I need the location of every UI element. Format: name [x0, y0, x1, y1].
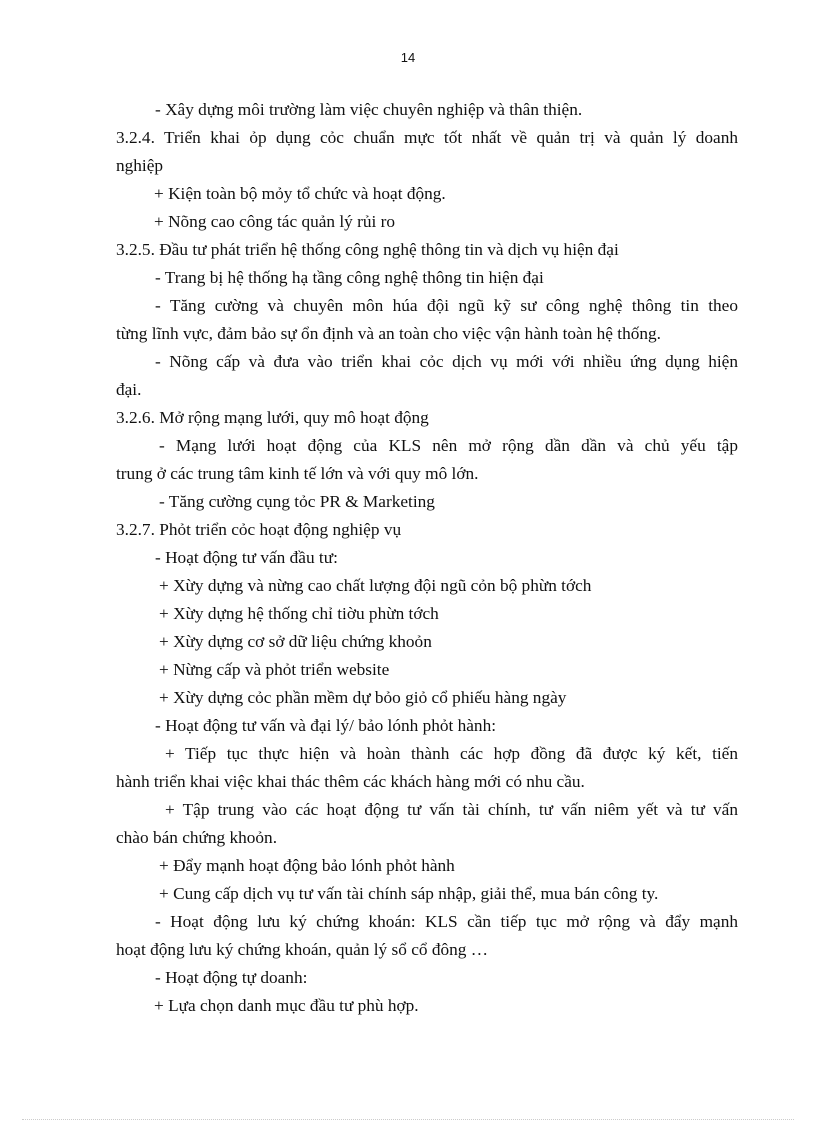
text-line: + Nừng cấp và phỏt triển website	[159, 660, 390, 679]
text-line: + Nõng cao công tác quản lý rủi ro	[154, 212, 396, 231]
section-heading: 3.2.6. Mở rộng mạng lưới, quy mô hoạt động	[116, 408, 429, 427]
section-heading: 3.2.7. Phỏt triển cỏc hoạt động nghiệp vụ	[116, 520, 402, 539]
text-line: - Trang bị hệ thống hạ tầng công nghệ thông tin hiện đại	[155, 268, 544, 287]
text-line: + Lựa chọn danh mục đầu tư phù hợp.	[154, 996, 419, 1015]
text-line: trung ở các trung tâm kinh tế lớn và với quy mô lớn.	[116, 464, 479, 483]
text-line: chào bán chứng khoỏn.	[116, 828, 278, 847]
text-line: + Xừy dựng hệ thống chỉ tiờu phừn tớch	[159, 604, 439, 623]
text-line: - Tăng cường cụng tỏc PR & Marketing	[159, 492, 435, 511]
text-line: từng lĩnh vực, đảm bảo sự ổn định và an toàn cho việc vận hành toàn hệ thống.	[116, 324, 661, 343]
text-line: hoạt động lưu ký chứng khoán, quản lý sổ cổ đông …	[116, 940, 488, 959]
text-line: + Xừy dựng cơ sở dữ liệu chứng khoỏn	[159, 632, 432, 651]
text-line: + Tập trung vào các hoạt động tư vấn tài chính, tư vấn niêm yết và tư vấn	[165, 800, 738, 819]
text-line: - Mạng lưới hoạt động của KLS nên mở rộng dần dần và chủ yếu tập	[159, 436, 738, 455]
text-line: + Đẩy mạnh hoạt động bảo lónh phỏt hành	[159, 856, 455, 875]
text-line: + Xừy dựng cỏc phần mềm dự bỏo giỏ cổ phiếu hàng ngày	[159, 688, 567, 707]
page-bottom-rule	[22, 1119, 794, 1120]
text-line: - Hoạt động tự doanh:	[155, 968, 308, 987]
text-line: - Hoạt động tư vấn đầu tư:	[155, 548, 338, 567]
text-line: + Kiện toàn bộ mỏy tổ chức và hoạt động.	[154, 184, 446, 203]
page-number: 14	[400, 50, 416, 65]
section-heading: 3.2.4. Triển khai ỏp dụng cỏc chuẩn mực tốt nhất về quản trị và quản lý doanh	[116, 128, 738, 147]
text-line: đại.	[116, 380, 142, 399]
text-line: - Xây dựng môi trường làm việc chuyên nghiệp và thân thiện.	[155, 100, 583, 119]
text-line: - Hoạt động lưu ký chứng khoán: KLS cần tiếp tục mở rộng và đẩy mạnh	[155, 912, 738, 931]
text-line: - Hoạt động tư vấn và đại lý/ bảo lónh phỏt hành:	[155, 716, 497, 735]
text-line: + Cung cấp dịch vụ tư vấn tài chính sáp nhập, giải thể, mua bán công ty.	[159, 884, 659, 903]
text-line: - Nõng cấp và đưa vào triển khai cỏc dịch vụ mới với nhiều ứng dụng hiện	[155, 352, 738, 371]
text-line: hành triển khai việc khai thác thêm các khách hàng mới có nhu cầu.	[116, 772, 585, 791]
text-line: nghiệp	[116, 156, 164, 175]
text-line: + Xừy dựng và nừng cao chất lượng đội ngũ cỏn bộ phừn tớch	[159, 576, 592, 595]
text-line: + Tiếp tục thực hiện và hoàn thành các hợp đồng đã được ký kết, tiến	[165, 744, 738, 763]
section-heading: 3.2.5. Đầu tư phát triển hệ thống công nghệ thông tin và dịch vụ hiện đại	[116, 240, 619, 259]
text-line: - Tăng cường và chuyên môn húa đội ngũ kỹ sư công nghệ thông tin theo	[155, 296, 738, 315]
